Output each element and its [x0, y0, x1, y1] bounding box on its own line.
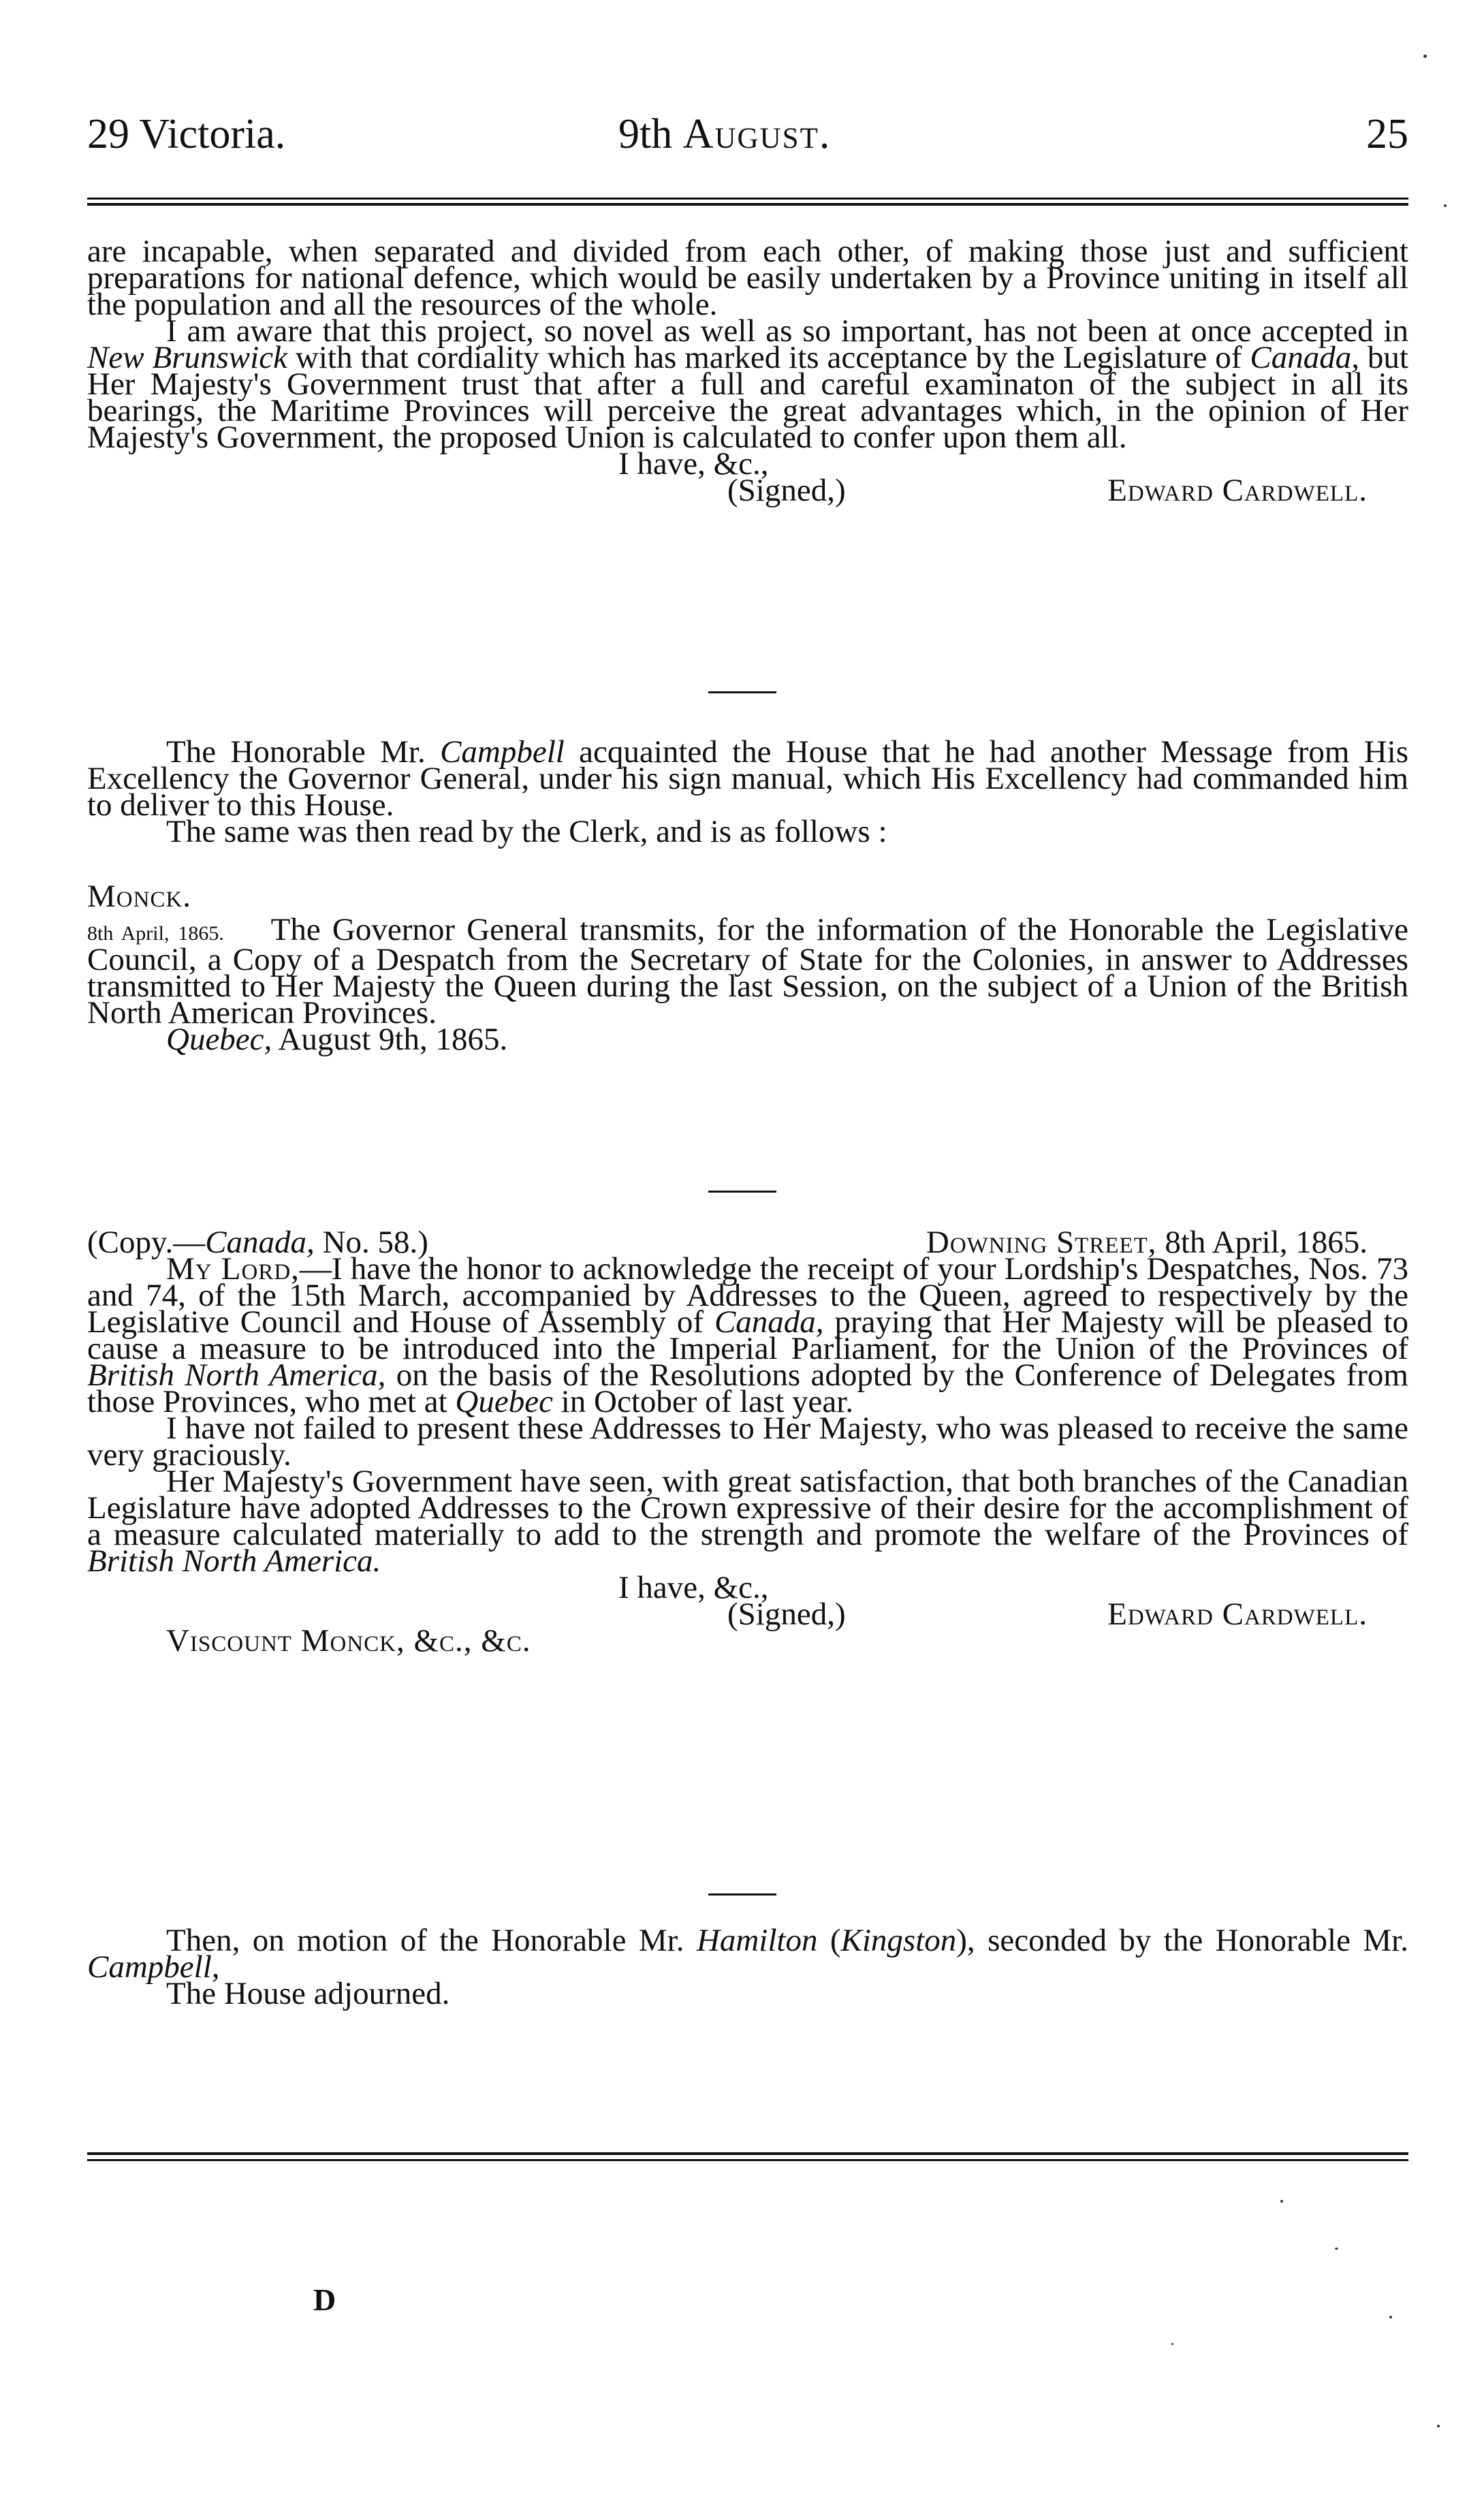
header-rule-top — [87, 198, 1408, 200]
signature-line — [727, 1596, 1408, 1632]
scan-speck — [1437, 2425, 1440, 2427]
salutation: My Lord, — [166, 1251, 300, 1287]
sign-manual: Monck. — [87, 879, 192, 914]
text: with that cordiality which has marked its acceptance by the Legislature of — [287, 340, 1250, 375]
copy-heading — [87, 1225, 1408, 1260]
signature-line — [727, 473, 1408, 508]
text: (Copy.— — [87, 1225, 206, 1260]
copy-origin — [926, 1225, 1368, 1260]
scan-speck — [1280, 2200, 1283, 2203]
scan-speck — [1423, 54, 1427, 58]
text: No. 58.) — [314, 1225, 428, 1260]
page-header — [87, 110, 1408, 165]
header-day: 9th — [618, 111, 673, 157]
footer-rule-top — [87, 2152, 1408, 2155]
person-name: Campbell — [440, 734, 565, 770]
footer-rule-bottom — [87, 2159, 1408, 2161]
paragraph — [87, 313, 1408, 455]
text: The Governor General transmits, for the information of the Honorable the Legislative Council, a Copy of a Despatch from the Secretary of State for the Colonies, in answer to Addresses transmitted to Her Majesty the Queen during the last Session, on the subject of a Union of the British North American Provinces. — [87, 912, 1409, 1031]
paragraph — [87, 912, 1409, 1031]
scan-speck — [1444, 204, 1447, 207]
header-month: August. — [682, 111, 832, 157]
place-name: Quebec — [455, 1384, 553, 1419]
paragraph — [87, 1251, 1409, 1419]
section-separator — [708, 1893, 776, 1896]
signed-label: (Signed,) — [727, 473, 846, 508]
margin-date: 8th April, 1865. — [87, 922, 224, 945]
text: The Honorable Mr. — [166, 734, 441, 770]
paragraph: The House adjourned. — [166, 1976, 450, 2011]
text: ), seconded by the Honorable Mr. — [956, 1923, 1408, 1958]
addressee: Viscount Monck, &c., &c. — [166, 1623, 531, 1658]
scan-speck — [1171, 2343, 1173, 2345]
paragraph: are incapable, when separated and divided from each other, of making those just and sufficient preparations for national defence, which would be easily undertaken by a Province uniting in itself all the population and all the resources of the whole. — [87, 234, 1408, 322]
dateline — [87, 1022, 1408, 1057]
signatory-name: Edward Cardwell. — [1107, 473, 1368, 508]
origin-date: 8th April, 1865. — [1156, 1225, 1368, 1260]
closing: I have, &c., — [618, 446, 769, 482]
text: acquainted the House that he had another Message from His Excellency the Governor General, under his sign manual, which His Excellency had commanded him to deliver to this House. — [87, 734, 1409, 823]
section-separator — [708, 691, 776, 693]
text: ( — [817, 1923, 841, 1958]
despatch-copy — [87, 1225, 1409, 1658]
place-name: Quebec, — [166, 1022, 272, 1057]
signed-label: (Signed,) — [727, 1596, 846, 1632]
paragraph — [87, 734, 1409, 823]
place-name: Canada, — [205, 1225, 315, 1260]
text: Then, on motion of the Honorable Mr. — [166, 1923, 697, 1958]
section-separator — [708, 1191, 776, 1193]
person-name: Campbell, — [87, 1949, 220, 1985]
place-name: Kingston — [840, 1923, 957, 1958]
paragraph — [87, 1464, 1408, 1579]
adjournment — [87, 1923, 1408, 2011]
place-name: Canada, — [714, 1304, 824, 1340]
text: —I have the honor to acknowledge the receipt of your Lordship's Despatches, Nos. 73 and 74, of the 15th March, accompanied by Addresses to the Queen, agreed to respectively by the Legislative Council and House of Assembly of — [87, 1251, 1408, 1340]
text: praying that Her Majesty will be pleased to cause a measure to be introduced into the Imperial Parliament, for the Union of the Provinces of — [87, 1304, 1409, 1366]
person-name: Hamilton — [696, 1923, 818, 1958]
text: but Her Majesty's Government trust that after a full and careful examinaton of the subject in all its bearings, the Maritime Provinces will perceive the great advantages which, in the opinion of Her Majesty's Government, the proposed Union is calculated to confer upon them all. — [87, 340, 1408, 455]
place-name: Canada, — [1250, 340, 1359, 375]
text: August 9th, 1865. — [272, 1022, 508, 1057]
header-date — [618, 110, 831, 159]
header-rule-bottom — [87, 203, 1408, 206]
scan-speck — [1389, 2316, 1392, 2318]
place-name: New Brunswick — [87, 340, 287, 375]
text: on the basis of the Resolutions adopted by the Conference of Delegates from those Provinces, who met at — [87, 1357, 1408, 1419]
page-number: 25 — [1366, 111, 1408, 157]
closing: I have, &c., — [618, 1570, 769, 1605]
text: Her Majesty's Government have seen, with great satisfaction, that both branches of the Canadian Legislature have adopted Addresses to the Crown expressive of their desire for the accomplishment of a measure calculated materially to add to the strength and promote the welfare of the Provinces of — [87, 1464, 1408, 1552]
header-session: 29 Victoria. — [87, 111, 286, 157]
paragraph — [87, 1923, 1408, 1985]
place-name: British North America, — [87, 1357, 386, 1393]
message-announcement — [87, 734, 1409, 1057]
text: in October of last year. — [552, 1384, 854, 1419]
paragraph: The same was then read by the Clerk, and is as follows : — [166, 814, 887, 849]
origin-place: Downing Street, — [926, 1225, 1157, 1260]
despatch-continuation — [87, 234, 1408, 508]
signature-mark: D — [313, 2282, 336, 2317]
text: I am aware that this project, so novel as well as so important, has not been at once accepted in — [166, 313, 1408, 349]
signatory-name: Edward Cardwell. — [1107, 1596, 1368, 1632]
paragraph: I have not failed to present these Addresses to Her Majesty, who was pleased to receive the same very graciously. — [87, 1411, 1408, 1473]
place-name: British North America. — [87, 1543, 381, 1579]
scan-speck — [1335, 2248, 1338, 2250]
